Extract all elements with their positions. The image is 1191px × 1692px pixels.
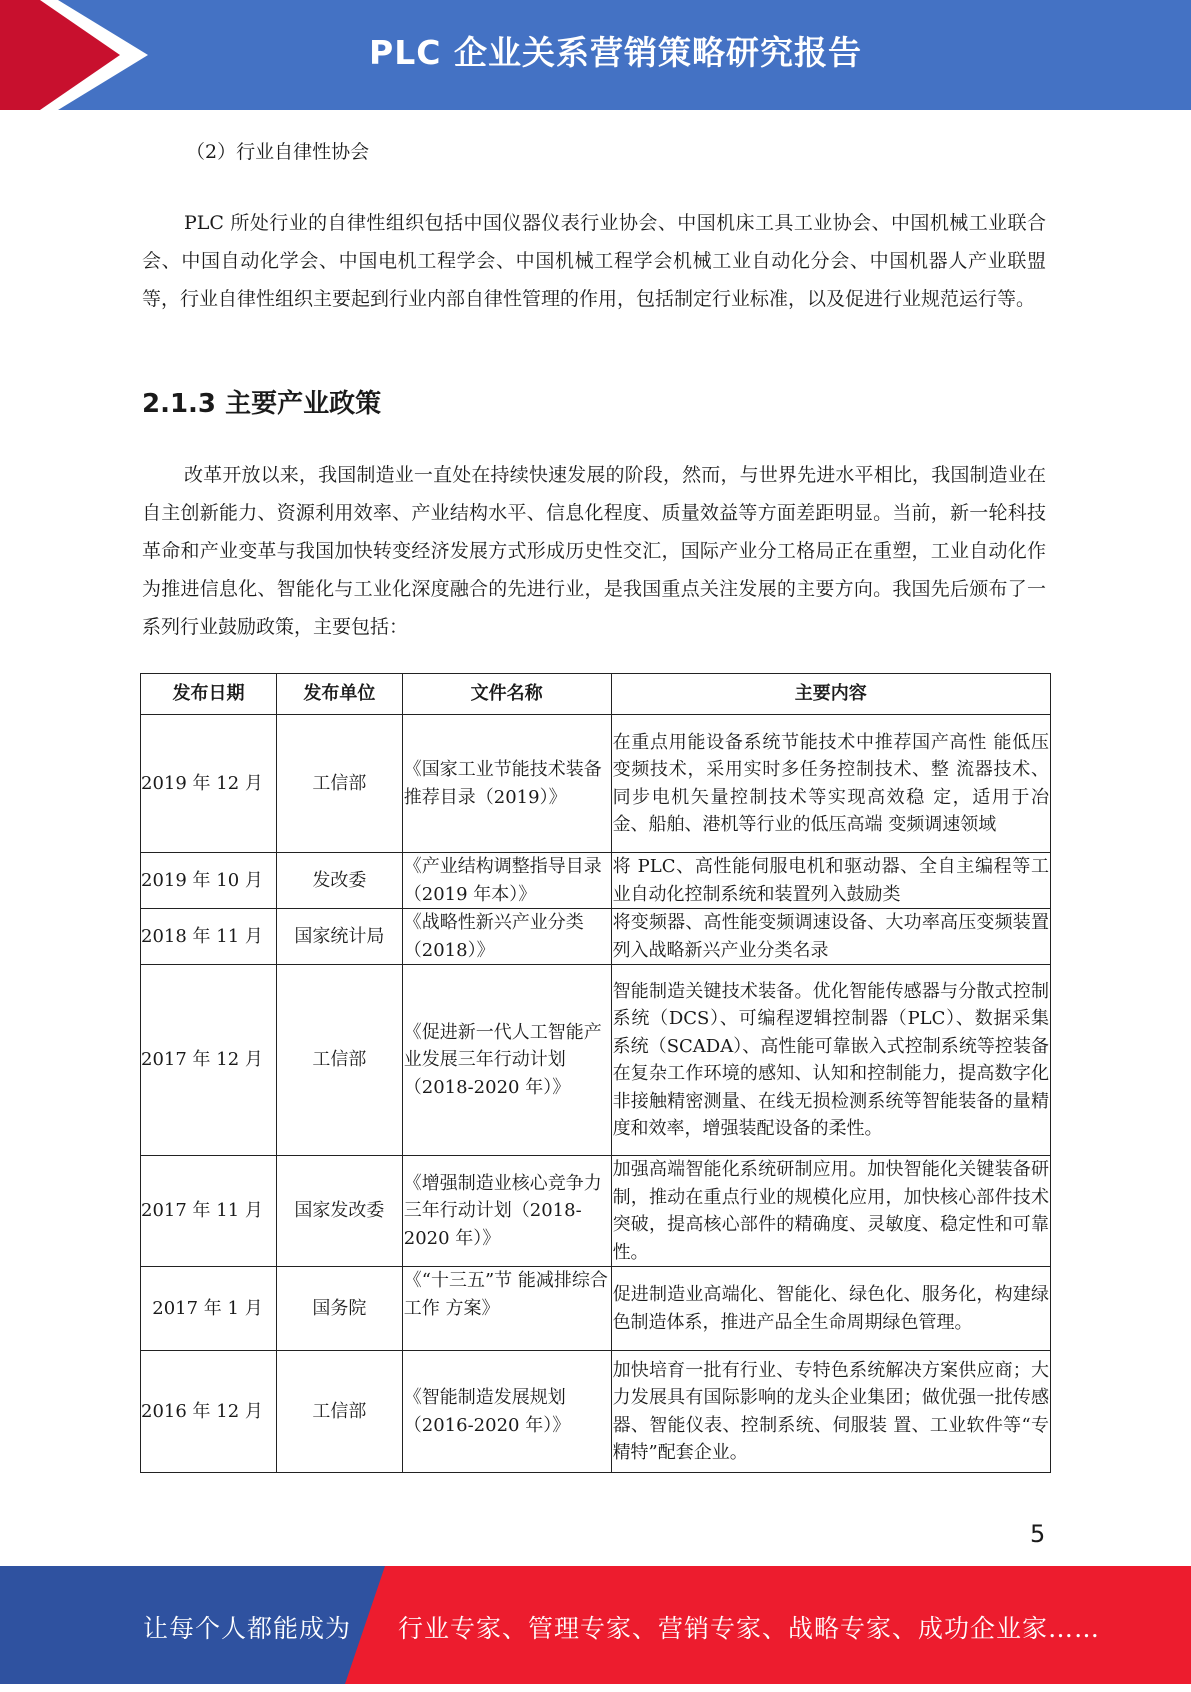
section-heading: 2.1.3 主要产业政策 bbox=[142, 389, 382, 419]
cell-date: 2019 年 12 月 bbox=[141, 715, 277, 853]
cell-document-name: 《战略性新兴产业分类（2018）》 bbox=[402, 909, 611, 965]
cell-content: 加快培育一批有行业、专特色系统解决方案供应商；大力发展具有国际影响的龙头企业集团；做优强一批传感器、智能仪表、控制系统、伺服装 置、工业软件等“专精特”配套企业。 bbox=[611, 1351, 1050, 1473]
table-row bbox=[141, 1156, 1051, 1267]
cell-date: 2017 年 1 月 bbox=[141, 1267, 277, 1351]
cell-document-name: 《促进新一代人工智能产业发展三年行动计划（2018-2020 年）》 bbox=[402, 965, 611, 1156]
cell-document-name: 《智能制造发展规划（2016-2020 年）》 bbox=[402, 1351, 611, 1473]
table-row bbox=[141, 965, 1051, 1156]
header-content: 主要内容 bbox=[611, 674, 1050, 715]
table-header-row bbox=[141, 674, 1051, 715]
table-row bbox=[141, 715, 1051, 853]
cell-document-name: 《“十三五”节 能减排综合工作 方案》 bbox=[402, 1267, 611, 1351]
subsection-heading: （2）行业自律性协会 bbox=[186, 141, 370, 163]
cell-document-name: 《产业结构调整指导目录（2019 年本）》 bbox=[402, 853, 611, 909]
header-banner bbox=[0, 0, 1191, 110]
report-title: PLC 企业关系营销策略研究报告 bbox=[369, 33, 862, 72]
page-number: 5 bbox=[1030, 1520, 1046, 1548]
table-row bbox=[141, 1351, 1051, 1473]
cell-unit: 工信部 bbox=[276, 715, 402, 853]
cell-unit: 国家统计局 bbox=[276, 909, 402, 965]
cell-content: 在重点用能设备系统节能技术中推荐国产高性 能低压变频技术，采用实时多任务控制技术、整 流器技术、同步电机矢量控制技术等实现高效稳 定，适用于冶金、船舶、港机等行业的低压高端 变频调速领域 bbox=[611, 715, 1050, 853]
cell-content: 将 PLC、高性能伺服电机和驱动器、全自主编程等工业自动化控制系统和装置列入鼓励类 bbox=[611, 853, 1050, 909]
cell-unit: 工信部 bbox=[276, 1351, 402, 1473]
cell-content: 智能制造关键技术装备。优化智能传感器与分散式控制系统（DCS）、可编程逻辑控制器（PLC）、数据采集系统（SCADA）、高性能可靠嵌入式控制系统等控装备在复杂工作环境的感知、认知和控制能力，提高数字化非接触精密测量、在线无损检测系统等智能装备的量精度和效率，增强装配设备的柔性。 bbox=[611, 965, 1050, 1156]
table-row bbox=[141, 1267, 1051, 1351]
cell-content: 加强高端智能化系统研制应用。加快智能化关键装备研制，推动在重点行业的规模化应用，加快核心部件技术突破，提高核心部件的精确度、灵敏度、稳定性和可靠性。 bbox=[611, 1156, 1050, 1267]
footer-slogan-right: 行业专家、管理专家、营销专家、战略专家、成功企业家…… bbox=[398, 1614, 1101, 1643]
paragraph-associations: PLC 所处行业的自律性组织包括中国仪器仪表行业协会、中国机床工具工业协会、中国机械工业联合会、中国自动化学会、中国电机工程学会、中国机械工程学会机械工业自动化分会、中国机器人产业联盟等，行业自律性组织主要起到行业内部自律性管理的作用，包括制定行业标准，以及促进行业规范运行等。 bbox=[142, 212, 1046, 310]
header-unit: 发布单位 bbox=[276, 674, 402, 715]
policy-table bbox=[140, 673, 1051, 1473]
cell-date: 2019 年 10 月 bbox=[141, 853, 277, 909]
footer-slogan-left: 让每个人都能成为 bbox=[143, 1614, 352, 1643]
cell-date: 2016 年 12 月 bbox=[141, 1351, 277, 1473]
cell-unit: 发改委 bbox=[276, 853, 402, 909]
cell-unit: 工信部 bbox=[276, 965, 402, 1156]
cell-content: 促进制造业高端化、智能化、绿色化、服务化，构建绿色制造体系，推进产品全生命周期绿色管理。 bbox=[611, 1267, 1050, 1351]
table-row bbox=[141, 853, 1051, 909]
cell-date: 2017 年 11 月 bbox=[141, 1156, 277, 1267]
cell-date: 2018 年 11 月 bbox=[141, 909, 277, 965]
paragraph-policy-intro: 改革开放以来，我国制造业一直处在持续快速发展的阶段，然而，与世界先进水平相比，我国制造业在自主创新能力、资源利用效率、产业结构水平、信息化程度、质量效益等方面差距明显。当前，新一轮科技革命和产业变革与我国加快转变经济发展方式形成历史性交汇，国际产业分工格局正在重塑，工业自动化作为推进信息化、智能化与工业化深度融合的先进行业，是我国重点关注发展的主要方向。我国先后颁布了一系列行业鼓励政策，主要包括： bbox=[142, 464, 1046, 638]
footer-banner bbox=[0, 1566, 1191, 1684]
table-row bbox=[141, 909, 1051, 965]
header-name: 文件名称 bbox=[402, 674, 611, 715]
cell-date: 2017 年 12 月 bbox=[141, 965, 277, 1156]
cell-unit: 国家发改委 bbox=[276, 1156, 402, 1267]
cell-document-name: 《增强制造业核心竞争力三年行动计划（2018-2020 年）》 bbox=[402, 1156, 611, 1267]
cell-unit: 国务院 bbox=[276, 1267, 402, 1351]
header-date: 发布日期 bbox=[141, 674, 277, 715]
cell-content: 将变频器、高性能变频调速设备、大功率高压变频装置列入战略新兴产业分类名录 bbox=[611, 909, 1050, 965]
cell-document-name: 《国家工业节能技术装备推荐目录（2019）》 bbox=[402, 715, 611, 853]
